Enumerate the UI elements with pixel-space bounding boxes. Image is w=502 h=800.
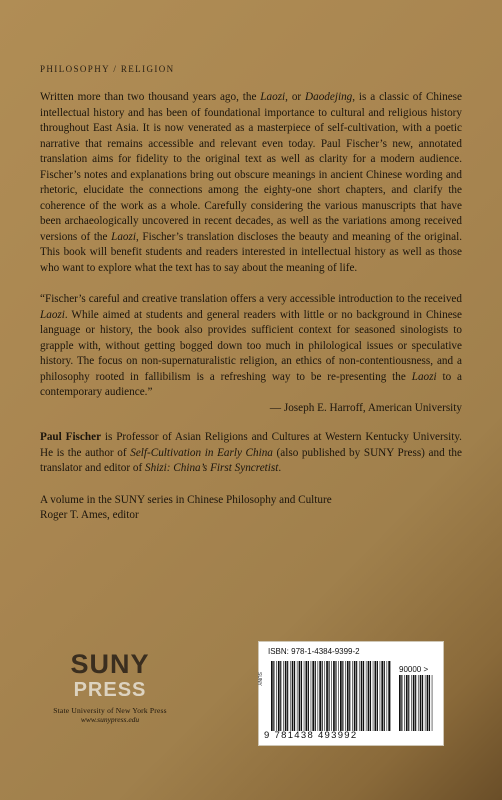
publisher-url: www.sunypress.edu [80, 715, 140, 724]
endorsement-attribution: — Joseph E. Harroff, American University [269, 401, 462, 414]
back-cover-text [40, 64, 462, 524]
book-description: Written more than two thousand years ago, the Laozi, or Daodejing, is a classic of Chinese intellectual history and has been of foundational importance to cultural and religious history throughout East Asia. It is now venerated as a masterpiece of self-cultivation, with a poetic narrative that remains accessible and relevant even today. Paul Fischer’s new, annotated translation aims for fidelity to the original text as well as clarity for a modern audience. Fischer’s notes and explanations bring out obscure meanings in ancient Chinese wording and rhetoric, elucidate the connections among the eighty-one short chapters, and clarify the coherence of the work as a whole. Carefully considering the various manuscripts that have been archaeologically uncovered in recent decades, as well as the variations among received versions of the Laozi, Fischer’s translation discloses the beauty and meaning of the original. This book will benefit students and readers interested in intellectual history as well as those who want to explore what the text has to say about the meaning of life. [40, 91, 462, 274]
category-label: PHILOSOPHY / RELIGION [40, 64, 175, 74]
series-line: A volume in the SUNY series in Chinese Philosophy and Culture [40, 493, 332, 506]
isbn-barcode [258, 641, 444, 746]
barcode-digits: 9 781438 493992 [264, 730, 358, 741]
barcode-side-text: SUNY [256, 672, 262, 686]
price-code: 90000 > [399, 665, 429, 674]
isbn-number: ISBN: 978-1-4384-9399-2 [268, 647, 360, 656]
endorsement-quote: “Fischer’s careful and creative translation offers a very accessible introduction to the received Laozi. While aimed at students and general readers with little or no background in Chinese language or history, the book also provides sufficient context for seasoned sinologists to grapple with, without getting bogged down too much in philological issues or speculative history. The focus on non-supernaturalistic religion, an ethics of non-contentiousness, and a philosophy rooted in fallibilism is a refreshing way to be re-presenting the Laozi to a contemporary audience.” [40, 293, 462, 398]
author-bio: Paul Fischer is Professor of Asian Religions and Cultures at Western Kentucky University. He is the author of Self-Cultivation in Early China (also published by SUNY Press) and the translator and editor of Shizi: China’s First Syncretist. [40, 431, 462, 474]
series-note [40, 493, 462, 524]
barcode-bars [271, 661, 391, 731]
publisher-name: State University of New York Press [53, 706, 167, 715]
logo-press: PRESS [73, 679, 147, 701]
addon-barcode-bars [399, 675, 433, 731]
logo-suny: SUNY [70, 649, 150, 679]
publisher-logo [40, 650, 180, 724]
series-editor: Roger T. Ames, editor [40, 509, 139, 521]
